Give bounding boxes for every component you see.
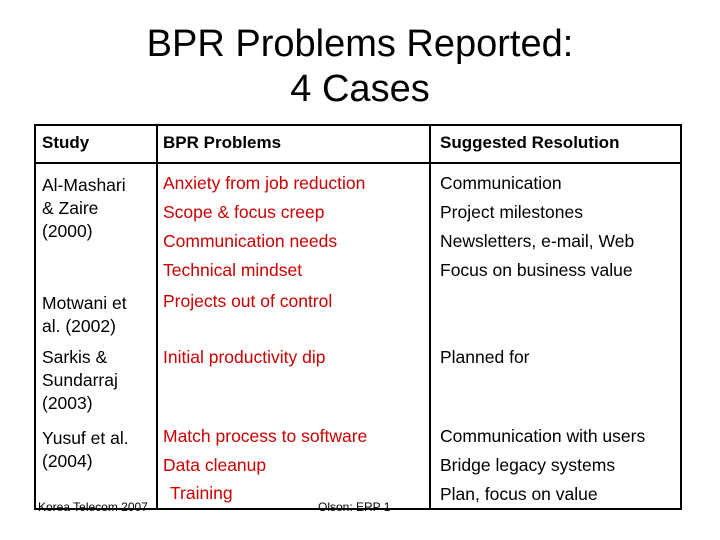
study-cell-row-3: Sarkis & Sundarraj (2003): [42, 347, 118, 413]
problems-cell-row-4-training: Training: [170, 483, 233, 503]
study-cell-row-4: Yusuf et al. (2004): [42, 428, 129, 471]
resolution-cell-row-1: Communication Project milestones Newsletters, e-mail, Web Focus on business value: [440, 173, 635, 280]
table-divider: [36, 162, 680, 164]
resolution-cell-row-4: Communication with users Bridge legacy systems Plan, focus on value: [440, 426, 646, 504]
problems-cell-row-3: Initial productivity dip: [163, 347, 326, 367]
header-bpr-problems: BPR Problems: [163, 133, 282, 152]
problems-cell-row-2: Projects out of control: [163, 291, 333, 311]
table-column-divider: [429, 126, 431, 508]
problems-cell-row-4: Match process to software Data cleanup: [163, 426, 368, 475]
title-line-2: 4 Cases: [290, 68, 430, 110]
title-line-1: BPR Problems Reported:: [146, 23, 574, 65]
table-column-divider: [156, 126, 158, 508]
header-suggested-resolution: Suggested Resolution: [440, 133, 620, 152]
problems-cell-row-1: Anxiety from job reduction Scope & focus creep Communication needs Technical mindset: [163, 173, 366, 280]
resolution-cell-row-3: Planned for: [440, 347, 530, 367]
footer-author: Olson: ERP 1: [318, 500, 391, 514]
slide-title: [0, 22, 720, 112]
study-cell-row-1: Al-Mashari & Zaire (2000): [42, 175, 126, 241]
study-cell-row-2: Motwani et al. (2002): [42, 293, 127, 336]
header-study: Study: [42, 133, 90, 152]
footer-source: Korea Telecom 2007: [38, 500, 148, 514]
